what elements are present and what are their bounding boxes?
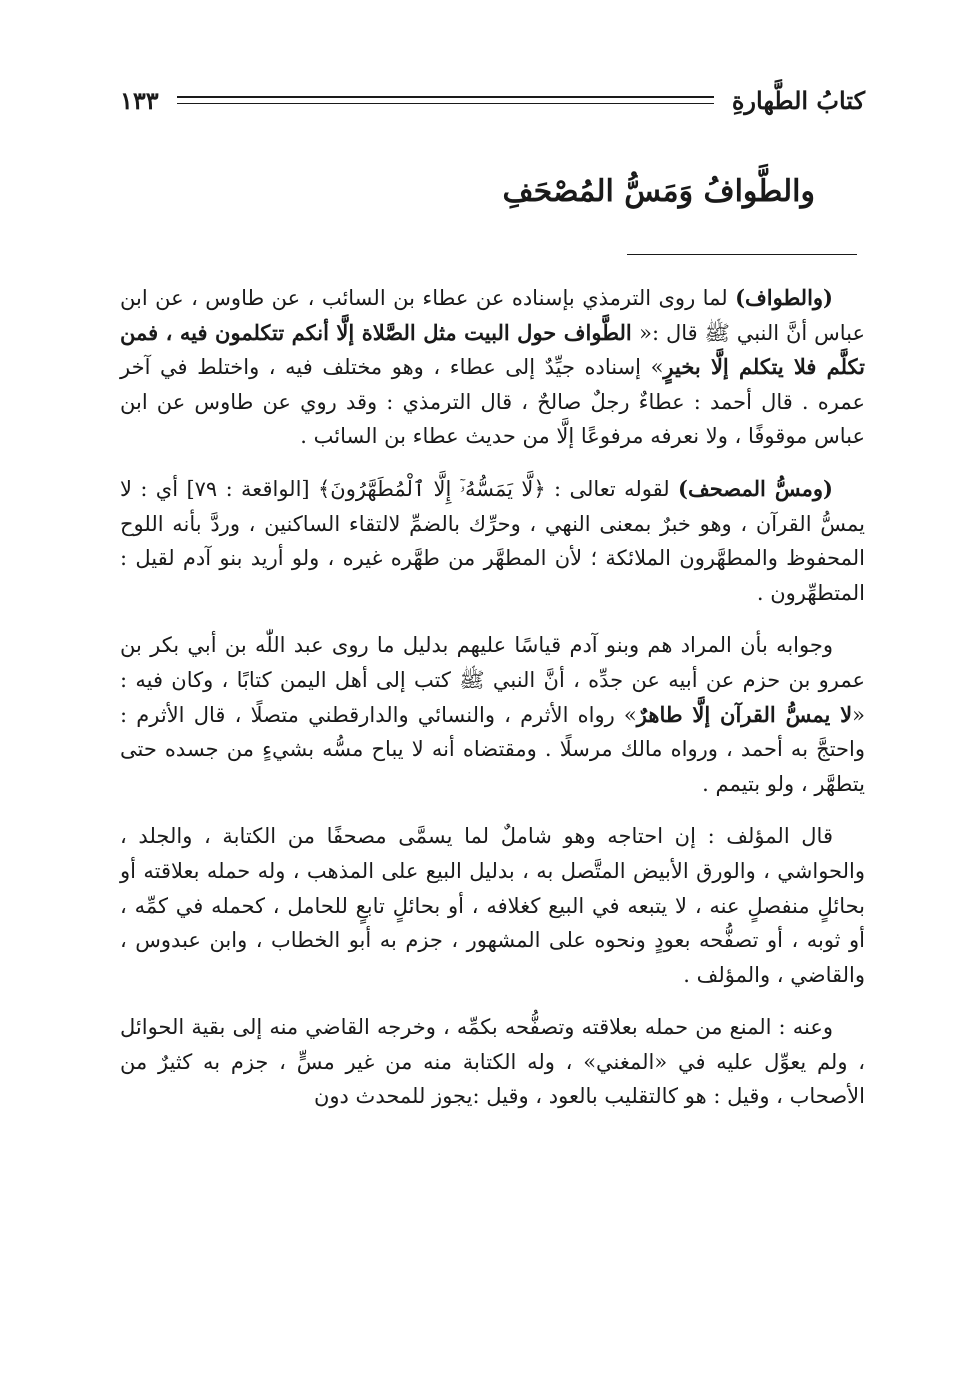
text: قال المؤلف : إن احتاجه وهو شاملٌ لما يسمَّى مصحفًا من الكتابة ، والجلد ، والحواشي ، والورق الأبيض المتَّصل به ، بدليل البيع على المذهب ، وله حمله بعلاقته أو بحائلٍ منفصلٍ عنه ، لا يتبعه في البيع كغلافه ، أو بحائلٍ تابعٍ للحامل ، كحمله في كمِّه ، أو ثوبه ، أو تصفُّحه بعودٍ ونحوه على المشهور ، جزم به أبو الخطاب ، وابن عبدوس ، والقاضي ، والمؤلف . — [120, 824, 865, 987]
text: » رواه الأثرم ، والنسائي والدارقطني متصلًا ، قال الأثرم : واحتجَّ به أحمد ، ورواه مالك مرسلًا . ومقتضاه أنه لا يباح مسُّه بشيءٍ من جسده حتى يتطهَّر ، ولو بتيمم . — [120, 702, 865, 796]
paragraph-other-narration — [120, 1010, 865, 1114]
hadith-text: لا يمسُّ القرآن إلَّا طاهرٌ — [636, 701, 853, 727]
title-rule — [627, 254, 857, 255]
page-number: ١٣٣ — [120, 85, 159, 115]
text: لقوله تعالى : ﴿ — [533, 476, 679, 501]
text: » إسناده جيِّدٌ إلى عطاء ، وهو مختلف فيه ، واختلط في آخر عمره . قال أحمد : عطاءٌ رجلٌ صالحٌ ، قال الترمذي : وقد روي عن طاوس عن ابن عباس موقوفًا ، ولا نعرفه مرفوعًا إلَّا من حديث عطاء بن السائب . — [120, 355, 865, 449]
paragraph-author — [120, 819, 865, 992]
quran-verse: لَّا يَمَسُّهُۥٓ إِلَّا ٱلْمُطَهَّرُونَ — [330, 476, 534, 501]
lead-term: (ومسُّ المصحف) — [678, 475, 833, 501]
text: وعنه : المنع من حمله بعلاقته وتصفُّحه بكمِّه ، وخرجه القاضي منه إلى بقية الحوائل ، ولم يعوِّل عليه في «المغني» ، وله الكتابة منه من غير مسٍّ ، جزم به كثيرٌ من الأصحاب ، وقيل : هو كالتقليب بالعود ، وقيل :يجوز للمحدث دون — [120, 1015, 865, 1109]
paragraph-response — [120, 628, 865, 801]
header-rule — [177, 96, 714, 104]
chapter-title: والطَّوافُ وَمَسُّ المُصْحَفِ — [502, 174, 815, 209]
paragraph-tawaf — [120, 281, 865, 454]
text: وجوابه بأن المراد هم وبنو آدم قياسًا عليهم بدليل ما روى عبد اللّٰه بن أبي بكر بن عمرو بن حزم عن أبيه عن جدِّه ، أنَّ النبي ﷺ كتب إلى أهل اليمن كتابًا ، وكان فيه : « — [120, 633, 866, 727]
paragraph-mass-mushaf — [120, 472, 865, 610]
page — [120, 80, 865, 1114]
text: لما روى الترمذي بإسناده عن عطاء بن السائب ، عن طاوس ، عن ابن عباس أنَّ النبي ﷺ قال :« — [120, 286, 865, 345]
book-title: كتابُ الطَّهارةِ — [731, 85, 865, 115]
running-head — [120, 80, 865, 120]
lead-term: (والطواف) — [735, 285, 833, 310]
hadith-text: الطَّواف حول البيت مثل الصَّلاة إلَّا أنكم تتكلمون فيه ، فمن تكلَّم فلا يتكلم إلَّا بخيرٍ — [120, 319, 865, 380]
text: ﴾ [الواقعة : ٧٩] أي : لا يمسُّ القرآن ، وهو خبرٌ بمعنى النهي ، وحرِّك بالضمِّ لالتقاء الساكنين ، وردَّ بأنه اللوح المحفوظ والمطهَّرون الملائكة ؛ لأن المطهَّر من طهَّره غيره ، ولو أريد بنو آدم لقيل : المتطهِّرون . — [120, 476, 865, 605]
